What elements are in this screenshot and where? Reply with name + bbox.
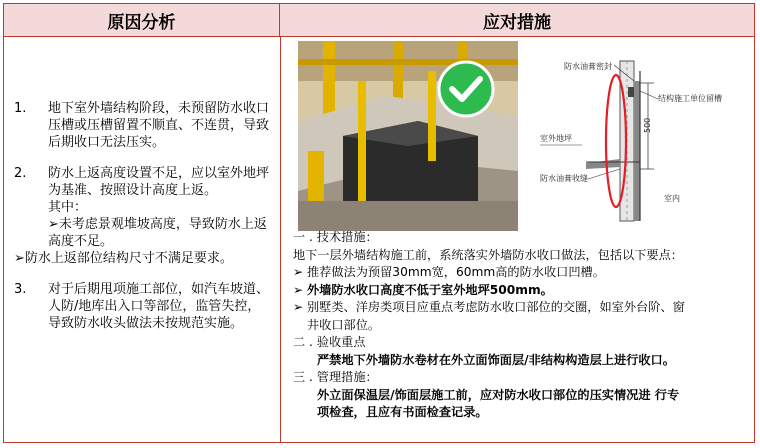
section-title: 二 . 验收重点 (293, 335, 366, 349)
section-text: 严禁地下外墙防水卷材在外立面饰面层/非结构构造层上进行收口。 (317, 352, 675, 367)
svg-text:室外地坪: 室外地坪 (540, 134, 572, 143)
cause-number: 2. (14, 166, 27, 181)
section-title: 三 . 管理措施： (293, 370, 378, 384)
section-text: 项检查，且应有书面检查记录。 (317, 405, 488, 419)
svg-text:结构施工单位留槽: 结构施工单位留槽 (658, 94, 722, 103)
svg-text:防水油膏密封: 防水油膏密封 (564, 62, 612, 71)
cause-text: 防水上返高度设置不足，应以室外地坪为基准、按照设计高度上返。 (48, 166, 270, 198)
section-intro: 地下一层外墙结构施工前，系统落实外墙防水收口做法，包括以下要点： (293, 247, 683, 262)
cause-item (14, 165, 272, 267)
cause-number: 1. (14, 101, 27, 116)
svg-text:500: 500 (643, 117, 652, 133)
measures-text (287, 229, 747, 422)
cause-note: ➢未考虑景观堆坡高度，导致防水上返高度不足。 (48, 217, 267, 249)
measure-point: ➢ 别墅类、洋房类项目应重点考虑防水收口部位的交圈，如室外台阶、窗 (293, 300, 685, 314)
measure-point: ➢ 外墙防水收口高度不低于室外地坪500mm。 (293, 282, 553, 297)
section-text: 外立面保温层/饰面层施工前，应对防水收口部位的压实情况进 行专 (317, 387, 680, 402)
cause-header: 原因分析 (4, 4, 280, 37)
cause-number: 3. (14, 282, 27, 297)
cause-note: ➢防水上返部位结构尺寸不满足要求。 (14, 251, 233, 266)
column-divider (280, 37, 281, 443)
svg-text:防水油膏收缝: 防水油膏收缝 (540, 174, 588, 183)
cause-item (14, 100, 272, 151)
svg-text:室内: 室内 (664, 194, 680, 203)
cause-text: 地下室外墙结构阶段，未预留防水收口压槽或压槽留置不顺直、不连贯，导致后期收口无法压实。 (48, 101, 270, 150)
check-icon (439, 62, 493, 116)
cause-note-title: 其中： (48, 200, 88, 215)
measure-header: 应对措施 (280, 4, 754, 37)
site-photo (298, 41, 518, 231)
measure-point-cont: 井收口部位。 (307, 317, 381, 332)
measure-point: ➢ 推荐做法为预留30mm宽，60mm高的防水收口凹槽。 (293, 265, 605, 279)
cause-list (14, 100, 272, 346)
cause-text: 对于后期甩项施工部位，如汽车坡道、人防/地库出入口等部位，监管失控，导致防水收头做法未按规范实施。 (48, 282, 270, 331)
cause-item (14, 281, 272, 332)
waterproof-detail-diagram (528, 41, 750, 231)
section-title: 一 . 技术措施： (293, 230, 378, 244)
